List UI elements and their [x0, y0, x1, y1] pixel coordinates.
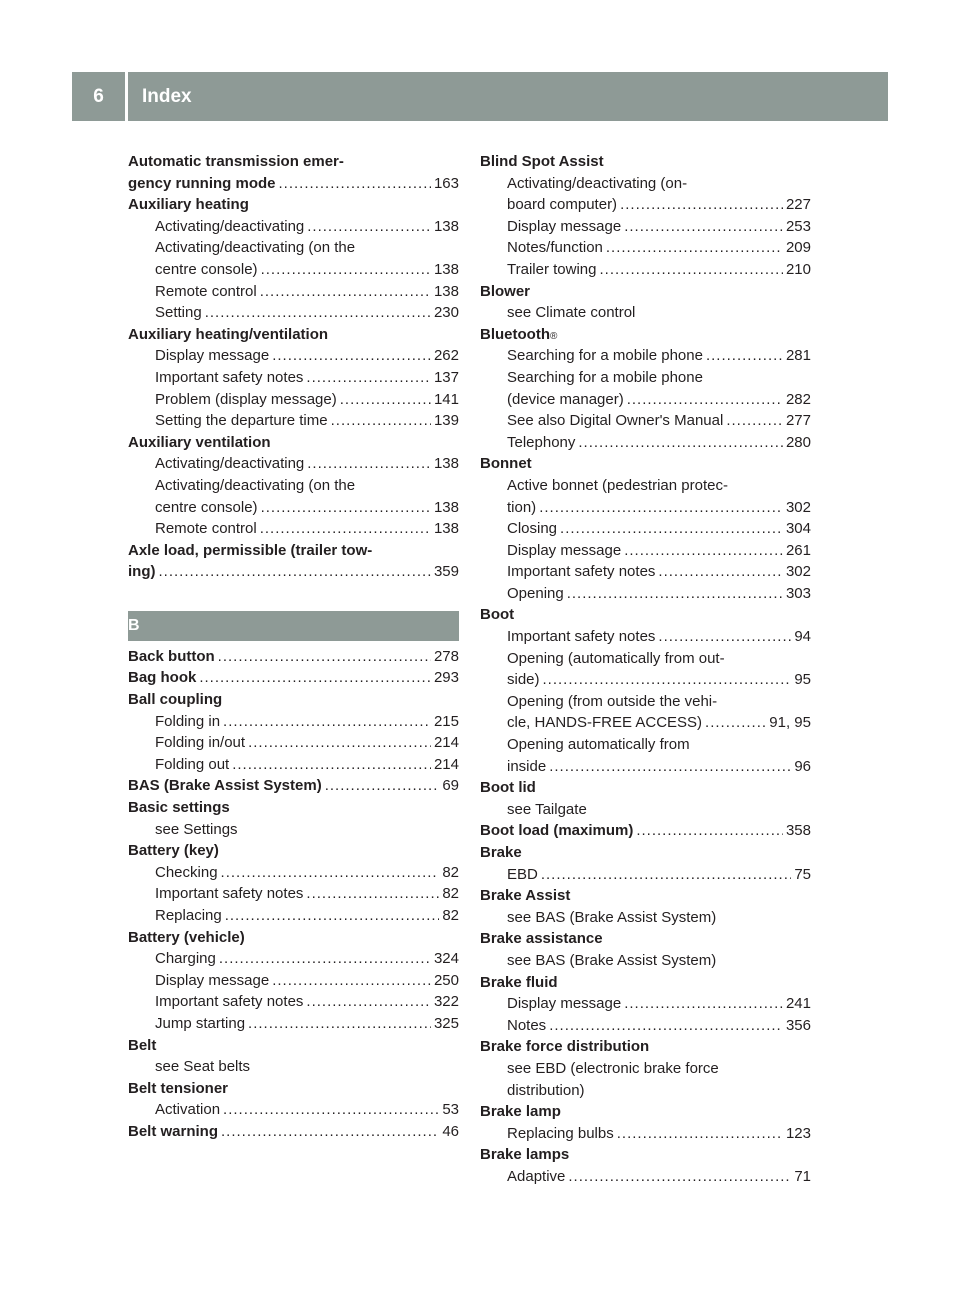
page-reference: 138: [433, 217, 459, 235]
entry-text: see Seat belts: [155, 1058, 251, 1076]
entry-text: Remote control: [155, 282, 257, 300]
page-number: 6: [93, 85, 104, 107]
entry-text: Display message: [155, 347, 270, 365]
index-entry: [480, 820, 811, 842]
index-entry: [480, 712, 811, 734]
dot-leader: [636, 820, 783, 842]
index-entry: [128, 1121, 459, 1143]
entry-text: Brake force distribution: [480, 1038, 650, 1056]
page-reference: 138: [433, 455, 459, 473]
entry-text: Activation: [155, 1101, 221, 1119]
index-entry: [480, 583, 811, 605]
dot-leader: [199, 667, 431, 689]
entry-text: board computer): [507, 196, 618, 214]
entry-text: Bluetooth: [480, 325, 550, 343]
entry-text: Folding in: [155, 712, 221, 730]
page-reference: 71: [794, 1167, 811, 1185]
entry-text: see Climate control: [507, 304, 636, 322]
entry-text: Activating/deactivating (on-: [507, 174, 688, 192]
index-entry: [480, 497, 811, 519]
page-reference: 138: [433, 282, 459, 300]
index-entry: [480, 1101, 811, 1123]
page-reference: 138: [433, 520, 459, 538]
index-entry: [128, 453, 459, 475]
index-entry: [128, 432, 459, 454]
entry-text: Brake lamp: [480, 1103, 561, 1121]
dot-leader: [543, 669, 792, 691]
index-entry: [128, 1099, 459, 1121]
dot-leader: [279, 173, 431, 195]
index-entry: [128, 840, 459, 862]
index-entry: [128, 883, 459, 905]
index-entry: [480, 972, 811, 994]
entry-text: Belt: [128, 1036, 157, 1054]
index-entry: [128, 216, 459, 238]
page-reference: 304: [785, 520, 811, 538]
index-entry: [480, 410, 811, 432]
page-reference: 262: [433, 347, 459, 365]
index-entry: [480, 151, 811, 173]
index-entry: [480, 799, 811, 821]
page-reference: 96: [794, 757, 811, 775]
index-entry: [480, 540, 811, 562]
entry-text: Opening (from outside the vehi-: [507, 692, 718, 710]
entry-text: Back button: [128, 647, 215, 665]
index-column-right: [480, 151, 811, 1188]
index-entry: [480, 302, 811, 324]
dot-leader: [306, 883, 439, 905]
index-entry: [128, 797, 459, 819]
index-entries-left: [128, 151, 459, 583]
index-entry: [480, 389, 811, 411]
entry-text: distribution): [507, 1081, 585, 1099]
index-entry: [480, 475, 811, 497]
dot-leader: [223, 711, 431, 733]
entry-text: Jump starting: [155, 1014, 246, 1032]
page-reference: 95: [794, 671, 811, 689]
index-entry: [480, 907, 811, 929]
index-entry: [480, 259, 811, 281]
page-reference: 358: [785, 822, 811, 840]
index-entry: [480, 604, 811, 626]
page-reference: 209: [785, 239, 811, 257]
entry-text: Display message: [507, 995, 622, 1013]
entry-text: BAS (Brake Assist System): [128, 777, 322, 795]
entry-text: Activating/deactivating (on the: [155, 476, 356, 494]
entry-text: Remote control: [155, 520, 257, 538]
entry-text: Battery (key): [128, 842, 219, 860]
dot-leader: [159, 561, 431, 583]
entry-text: inside: [507, 757, 547, 775]
index-entry: [480, 648, 811, 670]
page-reference: 253: [785, 217, 811, 235]
index-entry: [128, 732, 459, 754]
section-header-b: [128, 611, 459, 641]
index-entry: [128, 1056, 459, 1078]
index-entry: [128, 862, 459, 884]
dot-leader: [567, 583, 783, 605]
dot-leader: [306, 991, 431, 1013]
entry-text: Important safety notes: [507, 628, 656, 646]
entry-text: Brake Assist: [480, 887, 571, 905]
index-entry: [480, 345, 811, 367]
index-entry: [480, 194, 811, 216]
index-entry: [128, 667, 459, 689]
dot-leader: [221, 1121, 439, 1143]
entry-text: Display message: [507, 217, 622, 235]
index-entry: [480, 432, 811, 454]
entry-text: Activating/deactivating: [155, 455, 305, 473]
index-column-left: [128, 151, 459, 1143]
entry-text: see BAS (Brake Assist System): [507, 908, 717, 926]
index-entry: [128, 561, 459, 583]
page-reference: 356: [785, 1016, 811, 1034]
page-reference: 280: [785, 433, 811, 451]
dot-leader: [205, 302, 431, 324]
page-reference: 141: [433, 390, 459, 408]
index-entry: [480, 216, 811, 238]
dot-leader: [658, 561, 783, 583]
dot-leader: [624, 216, 783, 238]
page-reference: 293: [433, 669, 459, 687]
entry-text: see Tailgate: [507, 800, 587, 818]
entry-text: Bag hook: [128, 669, 197, 687]
dot-leader: [219, 948, 431, 970]
entry-text: Display message: [507, 541, 622, 559]
index-entry: [480, 453, 811, 475]
dot-leader: [260, 281, 431, 303]
page-reference: 82: [442, 907, 459, 924]
entry-text: centre console): [155, 498, 258, 516]
entry-text: side): [507, 671, 540, 689]
entry-text: Auxiliary heating/ventilation: [128, 325, 329, 343]
entry-text: see Settings: [155, 820, 238, 838]
page-reference: 278: [433, 647, 459, 665]
page-reference: 250: [433, 971, 459, 989]
entry-text: Telephony: [507, 433, 576, 451]
entry-text: Bonnet: [480, 455, 532, 473]
page-reference: 214: [433, 755, 459, 773]
index-entry: [480, 173, 811, 195]
index-entry: [480, 842, 811, 864]
page-reference: 82: [442, 863, 459, 881]
index-entry: [128, 927, 459, 949]
index-entry: [128, 324, 459, 346]
page-reference: 230: [433, 304, 459, 322]
index-entries-right: [480, 151, 811, 1188]
dot-leader: [307, 216, 431, 238]
entry-text: Setting: [155, 304, 202, 322]
page-reference: 303: [785, 584, 811, 602]
entry-text: Auxiliary heating: [128, 196, 249, 214]
index-entry: [128, 173, 459, 195]
index-entry: [128, 475, 459, 497]
page-reference: 123: [785, 1124, 811, 1142]
page-reference: 138: [433, 260, 459, 278]
dot-leader: [261, 259, 431, 281]
entry-text: Replacing bulbs: [507, 1124, 614, 1142]
page-reference: 325: [433, 1014, 459, 1032]
index-entry: [480, 1036, 811, 1058]
dot-leader: [331, 410, 431, 432]
index-entry: [480, 1058, 811, 1080]
index-entry: [480, 561, 811, 583]
index-entry: [480, 756, 811, 778]
index-entry: [128, 1013, 459, 1035]
dot-leader: [560, 518, 783, 540]
index-entry: [128, 711, 459, 733]
page-reference: 281: [785, 347, 811, 365]
page-reference: 82: [442, 885, 459, 903]
index-entry: [128, 948, 459, 970]
page-reference: 302: [785, 498, 811, 516]
page-header: [72, 72, 888, 121]
dot-leader: [549, 756, 791, 778]
index-entry: [128, 302, 459, 324]
entry-text: Boot: [480, 606, 515, 624]
dot-leader: [221, 862, 440, 884]
index-entry: [128, 970, 459, 992]
page-reference: 163: [433, 174, 459, 192]
page-reference: 75: [794, 865, 811, 883]
dot-leader: [568, 1166, 791, 1188]
entry-text: tion): [507, 498, 537, 516]
entry-text: Display message: [155, 971, 270, 989]
entry-text: Important safety notes: [155, 885, 304, 903]
dot-leader: [225, 905, 440, 927]
entry-text: Belt tensioner: [128, 1079, 229, 1097]
entry-text: Setting the departure time: [155, 412, 328, 430]
page-reference: 137: [433, 368, 459, 386]
index-entry: [128, 151, 459, 173]
page-reference: 241: [785, 995, 811, 1013]
page-reference: 215: [433, 712, 459, 730]
page-reference: 53: [442, 1101, 459, 1119]
dot-leader: [272, 345, 431, 367]
index-entry: [128, 689, 459, 711]
index-entry: [128, 237, 459, 259]
page-reference: 261: [785, 541, 811, 559]
entry-text: Axle load, permissible (trailer tow-: [128, 541, 373, 559]
index-entry: [128, 991, 459, 1013]
entry-text: Trailer towing: [507, 260, 597, 278]
page-title: Index: [142, 85, 192, 107]
entry-text: Charging: [155, 950, 216, 968]
index-entry: [128, 1035, 459, 1057]
index-entry: [480, 928, 811, 950]
dot-leader: [627, 389, 783, 411]
page-reference: 138: [433, 498, 459, 516]
index-entry: [128, 497, 459, 519]
dot-leader: [307, 453, 431, 475]
entry-text: Searching for a mobile phone: [507, 347, 703, 365]
page-reference: 322: [433, 993, 459, 1011]
index-entry: [480, 777, 811, 799]
entry-text: Battery (vehicle): [128, 928, 245, 946]
index-entry: [128, 367, 459, 389]
entry-text: Important safety notes: [155, 368, 304, 386]
dot-leader: [624, 540, 783, 562]
index-entry: [480, 1080, 811, 1102]
dot-leader: [325, 775, 440, 797]
entry-text: Basic settings: [128, 799, 230, 817]
page-reference: 302: [785, 563, 811, 581]
index-entry: [480, 885, 811, 907]
page-reference: 91, 95: [769, 714, 811, 732]
index-entry: [480, 237, 811, 259]
dot-leader: [218, 646, 431, 668]
dot-leader: [599, 259, 782, 281]
page-reference: 94: [794, 628, 811, 646]
entry-text: cle, HANDS-FREE ACCESS): [507, 714, 703, 732]
index-entries-b: [128, 646, 459, 1143]
index-entry: [480, 669, 811, 691]
dot-leader: [248, 732, 431, 754]
entry-text: Blind Spot Assist: [480, 153, 604, 170]
index-entry: [128, 410, 459, 432]
dot-leader: [658, 626, 791, 648]
index-entry: [128, 259, 459, 281]
dot-leader: [232, 754, 431, 776]
entry-text: Important safety notes: [507, 563, 656, 581]
entry-text: gency running mode: [128, 174, 276, 192]
dot-leader: [606, 237, 783, 259]
entry-text: Opening: [507, 584, 564, 602]
dot-leader: [248, 1013, 431, 1035]
page-reference: 69: [442, 777, 459, 795]
entry-text: Opening automatically from: [507, 736, 690, 754]
dot-leader: [306, 367, 431, 389]
index-entry: [128, 775, 459, 797]
entry-text: Activating/deactivating: [155, 217, 305, 235]
index-entry: [128, 754, 459, 776]
index-entry: [128, 345, 459, 367]
index-entry: [128, 281, 459, 303]
entry-text: Problem (display message): [155, 390, 337, 408]
page-reference: 214: [433, 734, 459, 752]
entry-text: Belt warning: [128, 1122, 219, 1140]
entry-text: Opening (automatically from out-: [507, 649, 725, 667]
index-entry: [128, 1078, 459, 1100]
index-entry: [128, 646, 459, 668]
index-entry: [480, 864, 811, 886]
entry-text: Brake: [480, 844, 522, 861]
dot-leader: [706, 345, 783, 367]
entry-text: Adaptive: [507, 1167, 566, 1185]
dot-leader: [578, 432, 783, 454]
entry-text: (device manager): [507, 390, 624, 408]
section-letter: B: [128, 616, 140, 634]
dot-leader: [261, 497, 431, 519]
dot-leader: [624, 993, 783, 1015]
index-entry: [480, 1015, 811, 1037]
index-entry: [480, 1144, 811, 1166]
index-entry: [480, 1123, 811, 1145]
dot-leader: [549, 1015, 783, 1037]
page-reference: 282: [785, 390, 811, 408]
dot-leader: [617, 1123, 783, 1145]
entry-text: See also Digital Owner's Manual: [507, 412, 724, 430]
page-reference: 46: [442, 1122, 459, 1140]
index-entry: [480, 626, 811, 648]
index-entry: [480, 734, 811, 756]
dot-leader: [539, 497, 783, 519]
index-entry: [480, 993, 811, 1015]
entry-text: Important safety notes: [155, 993, 304, 1011]
index-entry: [480, 691, 811, 713]
page-reference: 359: [433, 563, 459, 581]
index-entry: [480, 281, 811, 303]
entry-text: Closing: [507, 520, 558, 538]
dot-leader: [620, 194, 783, 216]
entry-text: Checking: [155, 863, 218, 881]
entry-text: centre console): [155, 260, 258, 278]
entry-text: Active bonnet (pedestrian protec-: [507, 476, 728, 494]
dot-leader: [726, 410, 783, 432]
entry-text: Blower: [480, 282, 531, 300]
page-reference: 324: [433, 950, 459, 968]
index-entry: [128, 194, 459, 216]
dot-leader: [260, 518, 431, 540]
index-entry: [128, 389, 459, 411]
page-reference: 277: [785, 412, 811, 430]
entry-text: Boot load (maximum): [480, 822, 634, 840]
entry-text: EBD: [507, 865, 538, 883]
entry-text: see BAS (Brake Assist System): [507, 951, 717, 969]
entry-text: Notes: [507, 1016, 547, 1034]
index-entry: [480, 367, 811, 389]
dot-leader: [223, 1099, 439, 1121]
dot-leader: [705, 712, 766, 734]
entry-text: Replacing: [155, 907, 222, 924]
entry-text: Auxiliary ventilation: [128, 433, 271, 451]
entry-text: Boot lid: [480, 779, 536, 797]
page-reference: 210: [785, 260, 811, 278]
index-entry: Bluetooth ®: [480, 324, 811, 346]
entry-text: Ball coupling: [128, 691, 223, 709]
page-reference: 139: [433, 412, 459, 430]
entry-text: Brake assistance: [480, 930, 603, 948]
entry-text: Notes/function: [507, 239, 603, 257]
entry-text: Activating/deactivating (on the: [155, 239, 356, 257]
page-reference: 227: [785, 196, 811, 214]
index-entry: [480, 950, 811, 972]
index-entry: [128, 518, 459, 540]
index-entry: [128, 819, 459, 841]
entry-text: Brake fluid: [480, 973, 558, 991]
dot-leader: [541, 864, 791, 886]
entry-text: Folding in/out: [155, 734, 246, 752]
header-divider: [125, 72, 128, 121]
entry-text: Automatic transmission emer-: [128, 153, 344, 170]
entry-text: ing): [128, 563, 156, 581]
index-entry: [128, 540, 459, 562]
dot-leader: [340, 389, 431, 411]
index-entry: [128, 905, 459, 927]
entry-text: Folding out: [155, 755, 230, 773]
entry-text: Brake lamps: [480, 1146, 570, 1164]
entry-text: Searching for a mobile phone: [507, 368, 703, 386]
entry-text: see EBD (electronic brake force: [507, 1059, 719, 1077]
dot-leader: [272, 970, 431, 992]
index-entry: [480, 1166, 811, 1188]
index-entry: [480, 518, 811, 540]
